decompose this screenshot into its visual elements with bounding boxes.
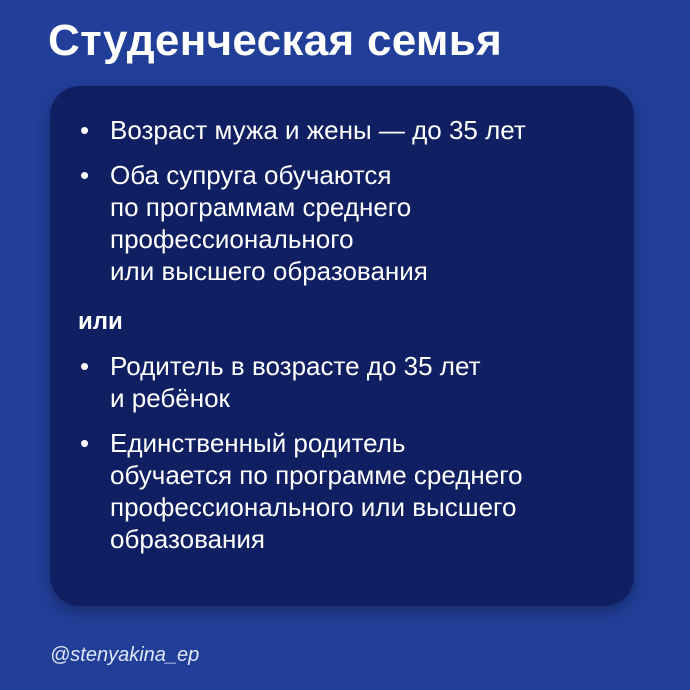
requirement-item-parent-education: • Единственный родитель обучается по программе среднего профессионального или высшего образования (80, 427, 620, 555)
requirement-item-parent-age: • Родитель в возрасте до 35 лет и ребёнок (80, 350, 620, 414)
author-handle: @stenyakina_ep (50, 644, 200, 666)
requirements-card (50, 86, 634, 606)
requirements-list-single-parent (80, 350, 620, 555)
requirement-item-education: • Оба супруга обучаются по программам среднего профессионального или высшего образования (80, 159, 620, 287)
or-separator: или (78, 308, 123, 335)
requirements-list-couple (80, 114, 620, 287)
requirement-item-age: • Возраст мужа и жены — до 35 лет (80, 114, 620, 146)
page-title: Студенческая семья (48, 16, 503, 65)
